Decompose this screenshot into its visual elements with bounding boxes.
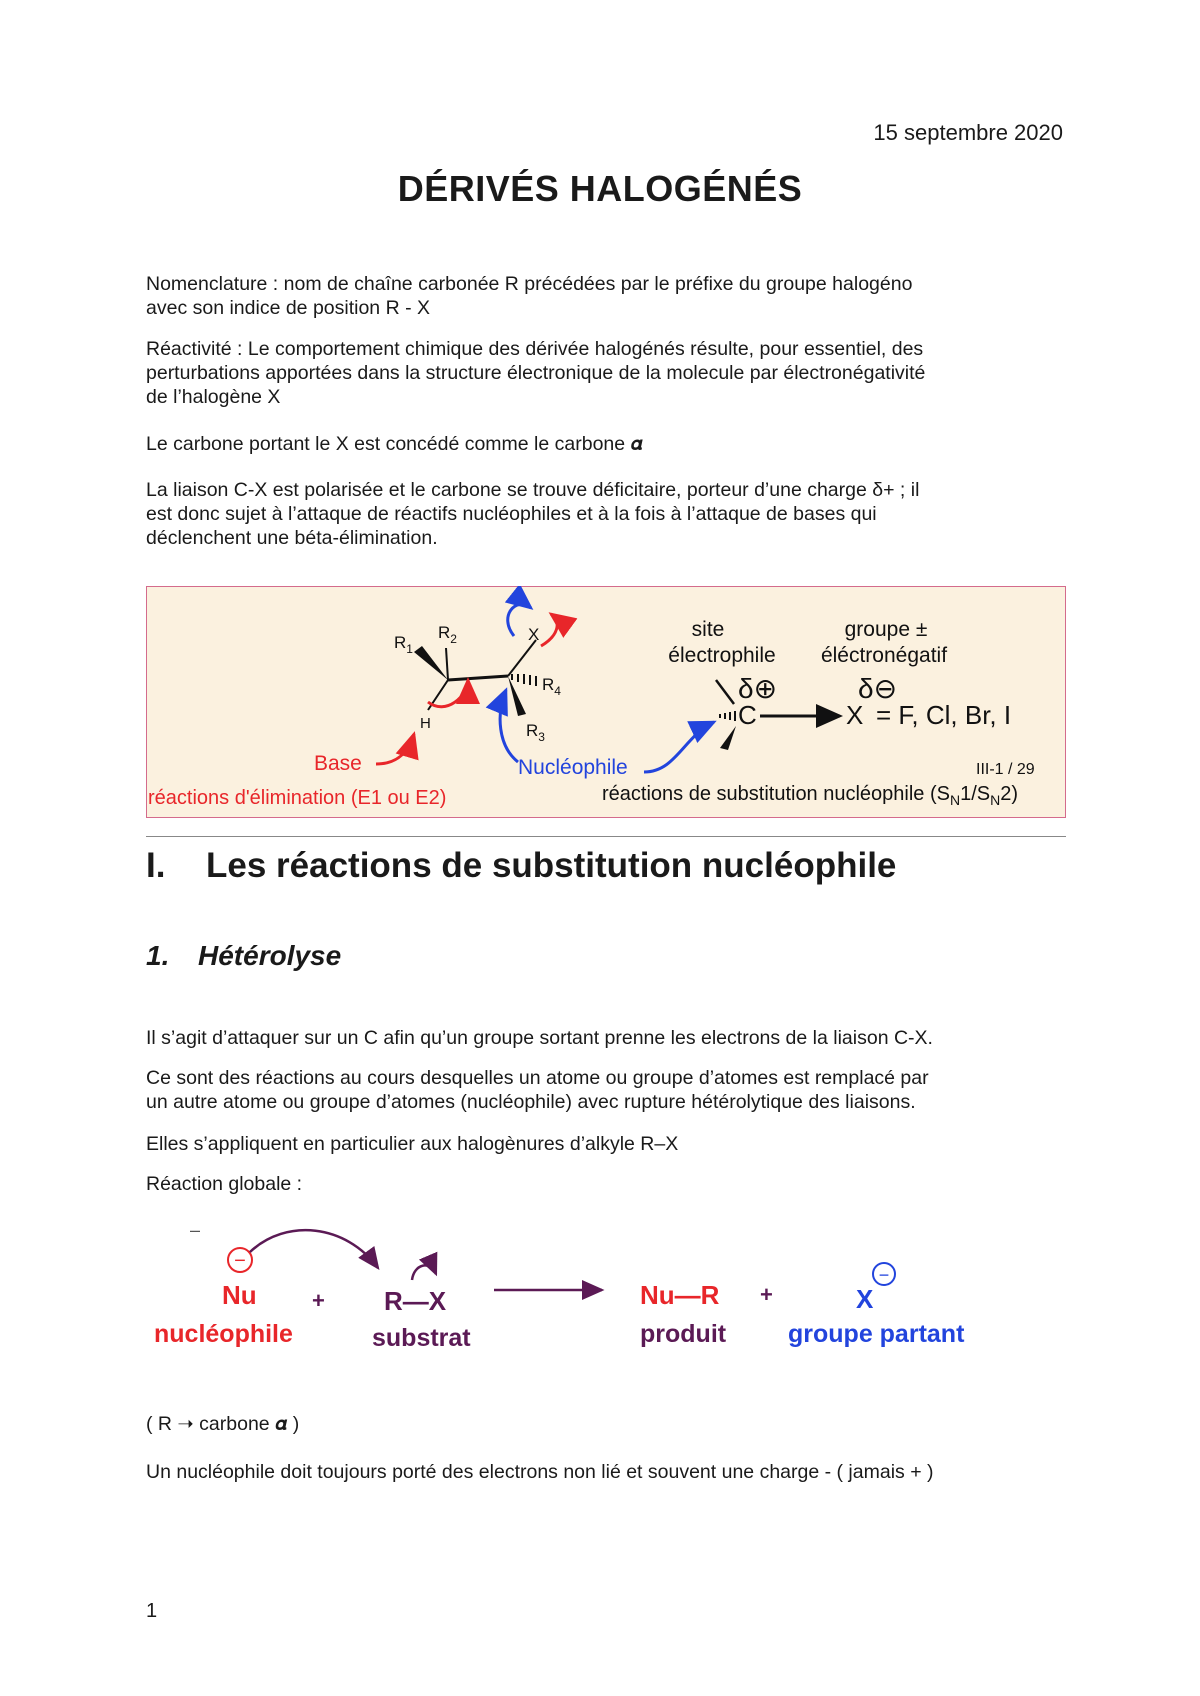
global-reaction-scheme xyxy=(146,1222,1066,1372)
text-line: un autre atome ou groupe d’atomes (nucléophile) avec rupture hétérolytique des liaisons. xyxy=(146,1091,916,1113)
heterolyse-paragraph-1 xyxy=(146,1026,1066,1050)
leaving-arrow xyxy=(412,1265,436,1280)
nomenclature-paragraph xyxy=(146,272,1066,320)
electrophile-label: électrophile xyxy=(668,644,776,667)
x-label: X xyxy=(528,625,540,644)
h-label: H xyxy=(420,715,431,732)
r1-label: $R_1$ xyxy=(394,633,413,656)
text-line: est donc sujet à l’attaque de réactifs nucléophiles et à la fois à l’attaque de bases qui xyxy=(146,503,877,525)
text-line: Nomenclature : nom de chaîne carbonée R précédées par le préfixe du groupe halogéno xyxy=(146,273,913,295)
plus-sign-2: + xyxy=(760,1282,773,1307)
halogens-list: = F, Cl, Br, I xyxy=(876,700,1012,730)
substrate-caption: substrat xyxy=(372,1324,471,1352)
nucleophile-caption: nucléophile xyxy=(154,1320,293,1348)
subsection-number: 1. xyxy=(146,940,170,971)
leaving-group-caption: groupe partant xyxy=(788,1320,965,1348)
subsection-title: Hétérolyse xyxy=(198,940,342,971)
page-number: 1 xyxy=(146,1600,158,1622)
heterolyse-paragraph-3 xyxy=(146,1132,1066,1156)
document-title: DÉRIVÉS HALOGÉNÉS xyxy=(397,168,803,209)
text-line: Réactivité : Le comportement chimique des dérivée halogénés résulte, pour essentiel, des xyxy=(146,338,924,360)
site-label: site xyxy=(691,618,725,641)
text-line: de l’halogène X xyxy=(146,386,281,408)
carbone-alpha-note xyxy=(146,1412,1066,1436)
negative-charge-sign: − xyxy=(234,1250,246,1272)
text-line: déclenchent une béta-élimination. xyxy=(146,527,438,549)
section-title: Les réactions de substitution nucléophile xyxy=(206,846,897,885)
heterolyse-paragraph-4 xyxy=(146,1172,1066,1196)
nu-label: Nu xyxy=(222,1280,257,1310)
subsection-heading xyxy=(146,940,341,972)
r3-label: $R_3$ xyxy=(526,721,545,744)
text-line: avec son indice de position R - X xyxy=(146,297,430,319)
leaving-charge-sign: − xyxy=(878,1265,890,1285)
text-line: Réaction globale : xyxy=(146,1173,303,1195)
text-line: Un nucléophile doit toujours porté des electrons non lié et souvent une charge - ( jamais + ) xyxy=(146,1461,934,1483)
leaving-x-label: X xyxy=(856,1284,874,1314)
plus-sign-1: + xyxy=(312,1288,325,1313)
product-caption: produit xyxy=(640,1320,727,1348)
text-line: Ce sont des réactions au cours desquelles un atome ou groupe d’atomes est remplacé par xyxy=(146,1067,929,1089)
document-date: 15 septembre 2020 xyxy=(873,120,1063,145)
delta-minus: δ⊖ xyxy=(858,673,898,704)
section-divider xyxy=(146,836,1066,837)
carbon-label: C xyxy=(738,700,757,730)
figure-reference: III-1 / 29 xyxy=(976,761,1035,778)
text-line: ( R ➝ carbone 𝜶 ) xyxy=(146,1413,300,1435)
attack-arrow xyxy=(250,1230,378,1268)
text-line: Le carbone portant le X est concédé comme le carbone 𝜶 xyxy=(146,433,643,455)
carbone-alpha-paragraph xyxy=(146,432,1066,456)
section-heading xyxy=(146,846,896,886)
groupe-label: groupe ± xyxy=(844,618,928,641)
text-line: Il s’agit d’attaquer sur un C afin qu’un groupe sortant prenne les electrons de la liaison C-X. xyxy=(146,1027,933,1049)
text-line: Elles s’appliquent en particulier aux halogènures d’alkyle R–X xyxy=(146,1133,679,1155)
r4-label: $R_4$ xyxy=(542,675,561,698)
product-label: Nu—R xyxy=(640,1280,720,1310)
halogen-x-label: X xyxy=(846,700,864,730)
delta-plus: δ⊕ xyxy=(738,673,778,704)
reactivity-diagram xyxy=(146,586,1066,818)
nucleophile-rule xyxy=(146,1460,1066,1484)
heterolyse-paragraph-2 xyxy=(146,1066,1066,1114)
electronegatif-label: éléctronégatif xyxy=(820,644,948,667)
reactivite-paragraph xyxy=(146,337,1066,409)
section-number: I. xyxy=(146,846,166,885)
base-label: Base xyxy=(314,752,362,775)
substitution-caption: réactions de substitution nucléophile $(S_N1/S_N2)$ xyxy=(602,783,1019,808)
elimination-caption: réactions d'élimination (E1 ou E2) xyxy=(148,787,447,809)
liaison-paragraph xyxy=(146,478,1066,550)
r2-label: $R_2$ xyxy=(438,623,457,646)
nucleophile-label: Nucléophile xyxy=(518,756,628,779)
stray-dash: – xyxy=(190,1222,201,1240)
text-line: perturbations apportées dans la structure électronique de la molecule par électronégativité xyxy=(146,362,926,384)
substrate-label: R—X xyxy=(384,1286,447,1316)
text-line: La liaison C-X est polarisée et le carbone se trouve déficitaire, porteur d’une charge δ+ ; il xyxy=(146,479,920,501)
